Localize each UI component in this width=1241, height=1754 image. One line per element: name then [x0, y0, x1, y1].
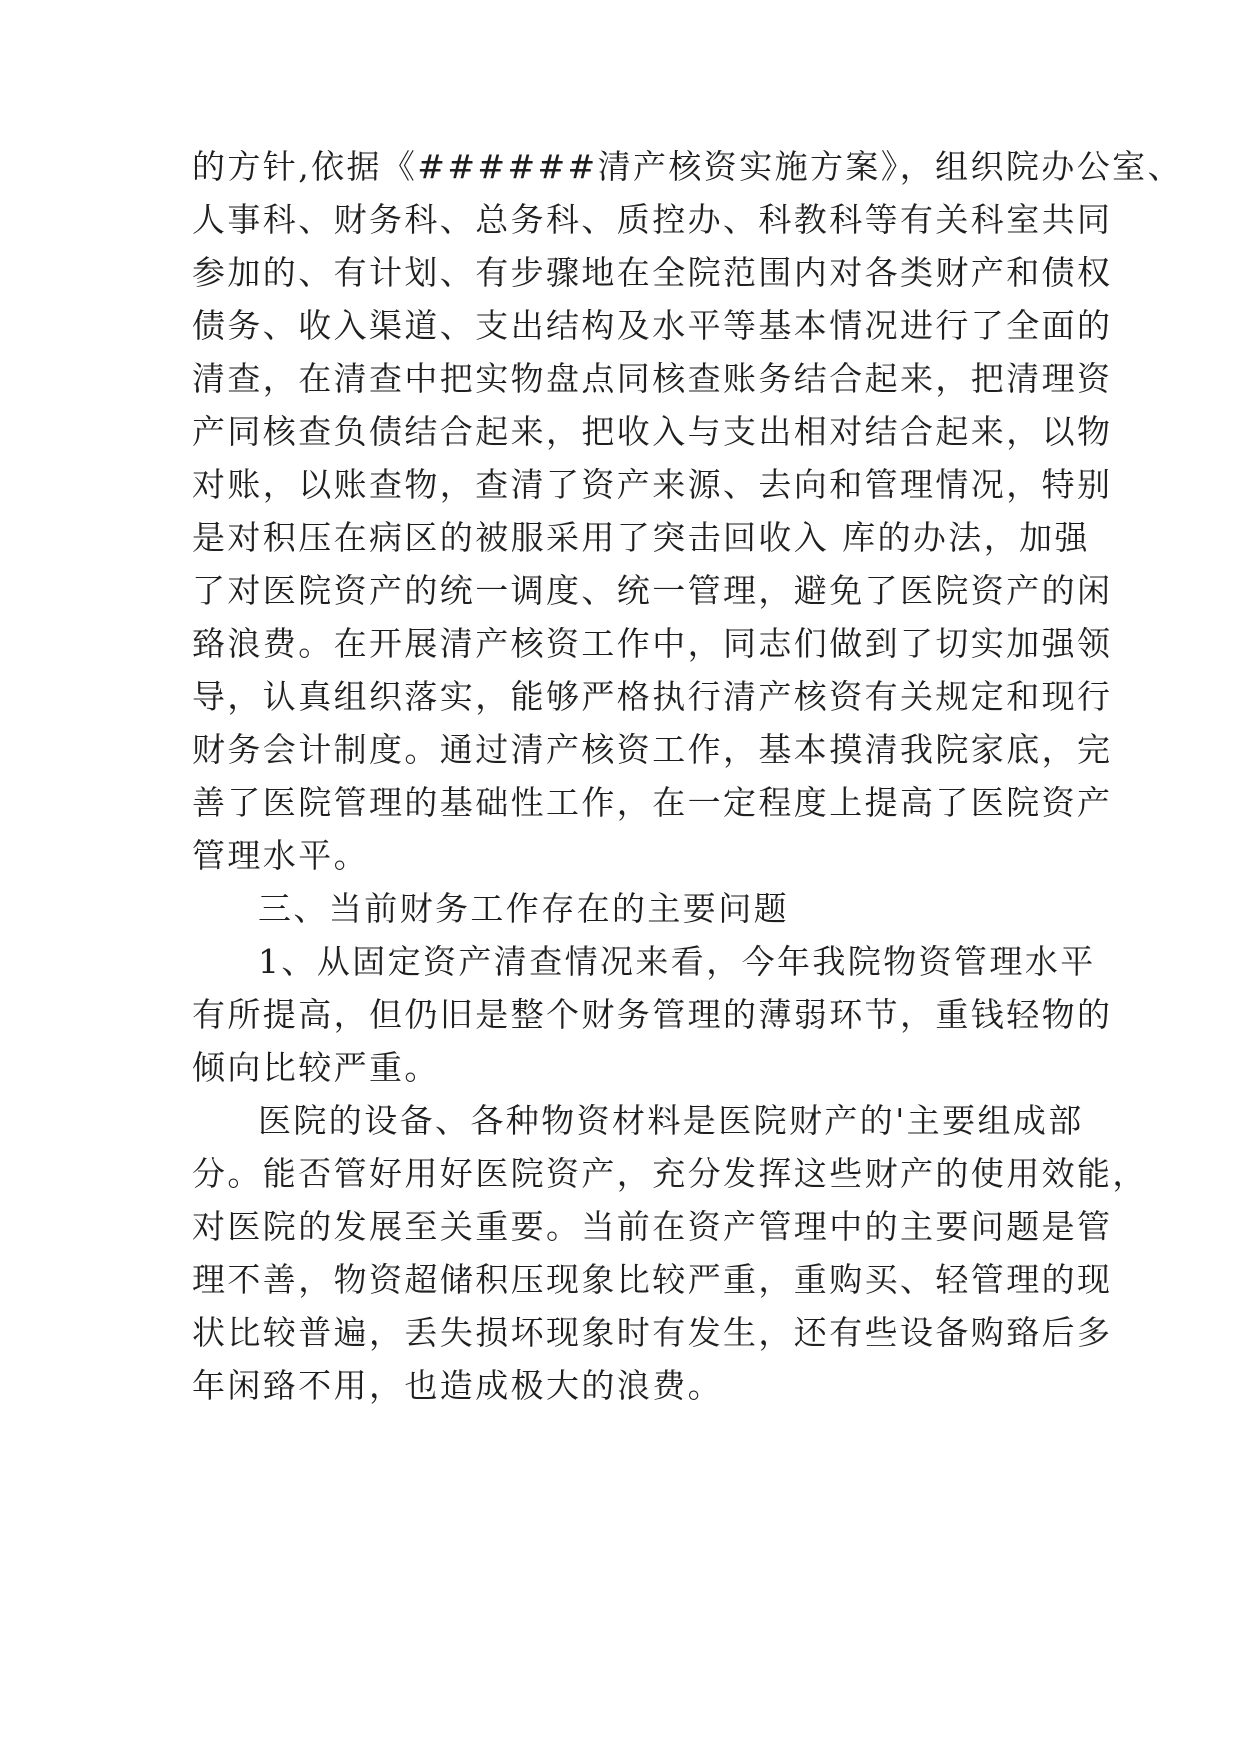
paragraph-line: 有所提高，但仍旧是整个财务管理的薄弱环节，重钱轻物的 [192, 995, 1113, 1034]
section-heading: 三、当前财务工作存在的主要问题 [258, 889, 789, 928]
paragraph-line: 导，认真组织落实，能够严格执行清产核资有关规定和现行 [192, 677, 1113, 716]
paragraph-line: 分。能否管好用好医院资产，充分发挥这些财产的使用效能， [192, 1154, 1148, 1193]
paragraph-line: 医院的设备、各种物资材料是医院财产的'主要组成部 [258, 1101, 1084, 1140]
paragraph-line: 是对积压在病区的被服采用了突击回收入 库的办法，加强 [192, 518, 1090, 557]
paragraph-line: 年闲臵不用，也造成极大的浪费。 [192, 1366, 723, 1405]
paragraph-line: 债务、收入渠道、支出结构及水平等基本情况进行了全面的 [192, 306, 1113, 345]
paragraph-line: 管理水平。 [192, 836, 369, 875]
paragraph-line: 清查，在清查中把实物盘点同核查账务结合起来，把清理资 [192, 359, 1113, 398]
paragraph-line: 理不善，物资超储积压现象比较严重，重购买、轻管理的现 [192, 1260, 1113, 1299]
paragraph-line: 善了医院管理的基础性工作，在一定程度上提高了医院资产 [192, 783, 1113, 822]
paragraph-line: 状比较普遍，丢失损坏现象时有发生，还有些设备购臵后多 [192, 1313, 1113, 1352]
paragraph-line: 人事科、财务科、总务科、质控办、科教科等有关科室共同 [192, 200, 1113, 239]
paragraph-line: 参加的、有计划、有步骤地在全院范围内对各类财产和债权 [192, 253, 1113, 292]
paragraph-line: 对医院的发展至关重要。当前在资产管理中的主要问题是管 [192, 1207, 1113, 1246]
paragraph-line: 臵浪费。在开展清产核资工作中，同志们做到了切实加强领 [192, 624, 1113, 663]
paragraph-line: 了对医院资产的统一调度、统一管理，避免了医院资产的闲 [192, 571, 1113, 610]
paragraph-line: 1、从固定资产清查情况来看，今年我院物资管理水平 [258, 942, 1096, 981]
paragraph-line: 倾向比较严重。 [192, 1048, 440, 1087]
paragraph-line: 的方针,依据《######清产核资实施方案》，组织院办公室、 [192, 147, 1183, 186]
paragraph-line: 产同核查负债结合起来，把收入与支出相对结合起来，以物 [192, 412, 1113, 451]
paragraph-line: 财务会计制度。通过清产核资工作，基本摸清我院家底，完 [192, 730, 1113, 769]
paragraph-line: 对账，以账查物，查清了资产来源、去向和管理情况，特别 [192, 465, 1113, 504]
